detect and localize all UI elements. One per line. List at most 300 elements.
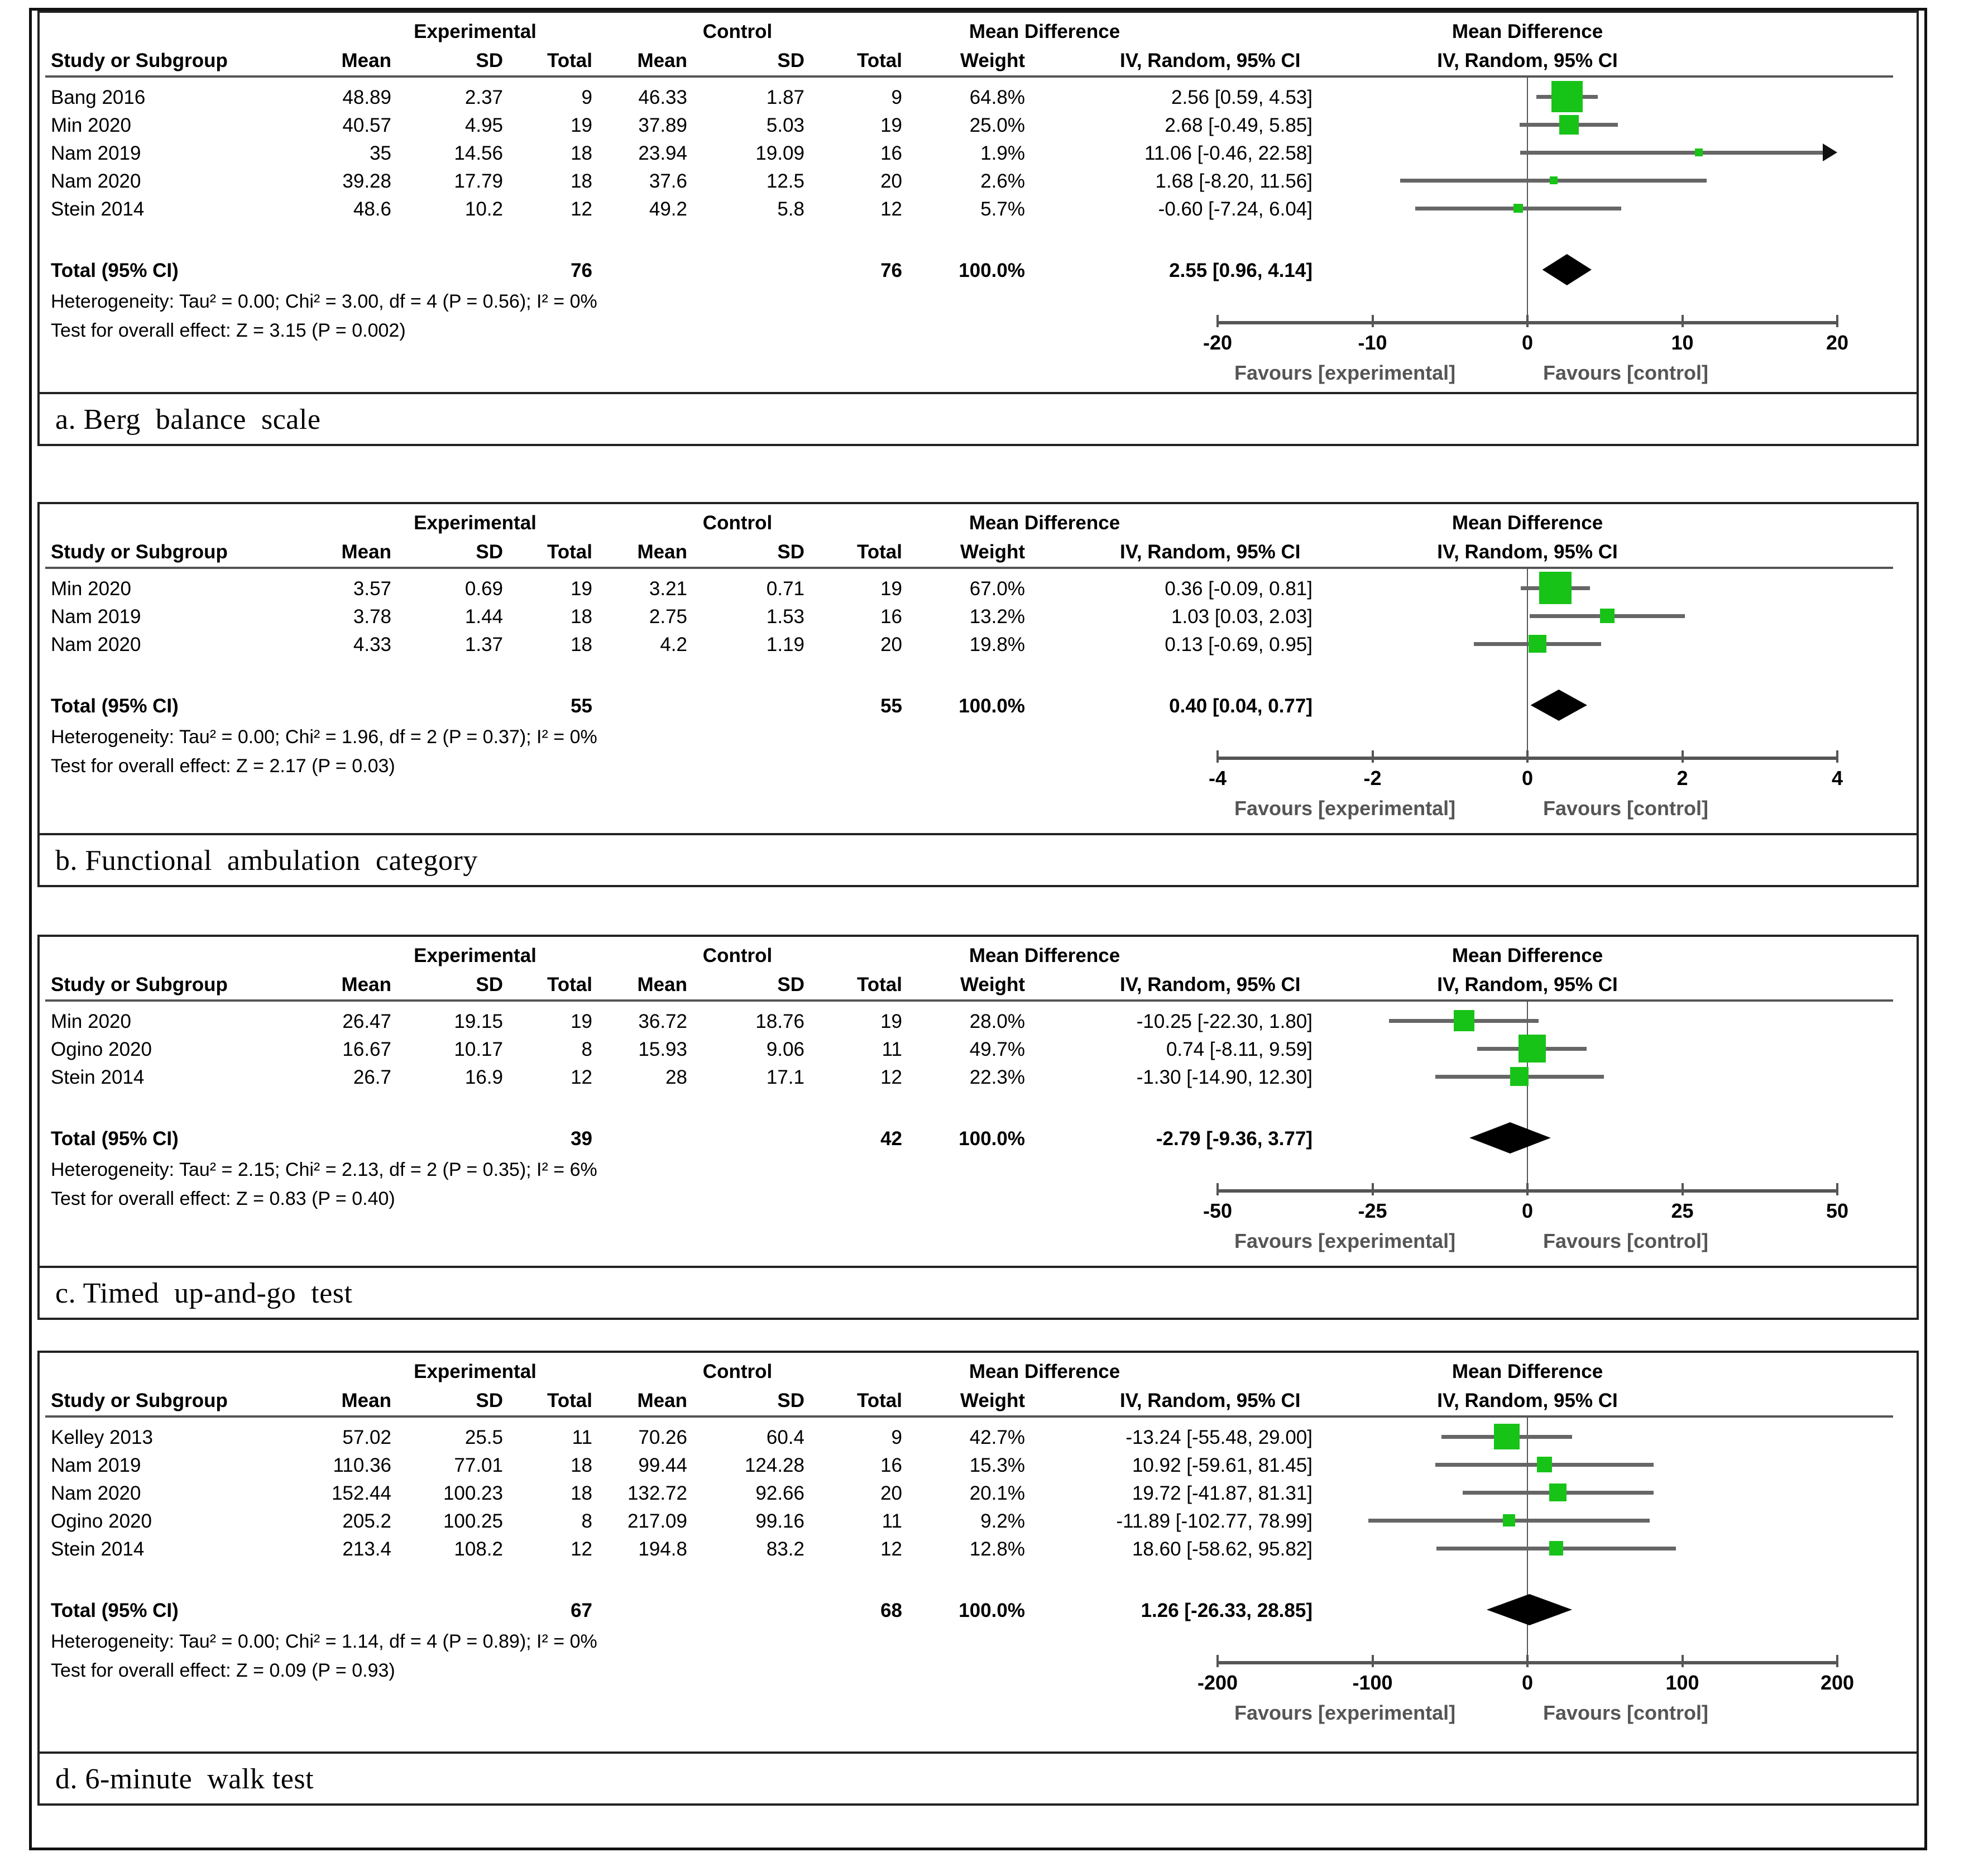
study-weight-box: [1539, 572, 1571, 604]
study-weight-box: [1549, 1483, 1567, 1501]
cell-ctl-total: 16: [880, 1454, 902, 1476]
x-axis-tick-label: 0: [1521, 1671, 1534, 1694]
x-axis-tick-label: 0: [1521, 767, 1534, 789]
total-exp: 55: [571, 695, 592, 717]
x-axis-tick: [1526, 315, 1529, 327]
header-rule: [45, 999, 1893, 1002]
x-axis-tick: [1836, 1655, 1838, 1667]
x-axis-tick: [1682, 750, 1684, 763]
cell-exp-mean: 205.2: [342, 1510, 391, 1532]
cell-exp-mean: 26.47: [342, 1011, 391, 1032]
cell-study: Bang 2016: [51, 87, 146, 108]
study-weight-box: [1510, 1067, 1529, 1085]
cell-ci: 19.72 [-41.87, 81.31]: [1132, 1482, 1312, 1504]
cell-exp-total: 18: [571, 1482, 592, 1504]
cell-ci: 0.13 [-0.69, 0.95]: [1165, 634, 1312, 655]
confidence-interval-line: [1520, 151, 1823, 155]
total-label: Total (95% CI): [51, 260, 179, 281]
col-header-weight: Weight: [960, 1390, 1025, 1411]
cell-weight: 19.8%: [969, 634, 1025, 655]
study-weight-box: [1600, 609, 1614, 623]
study-weight-box: [1551, 81, 1583, 112]
col-header-ctl-mean: Mean: [637, 1390, 687, 1411]
cell-ctl-mean: 70.26: [638, 1427, 687, 1448]
col-header-ctl-mean: Mean: [637, 541, 687, 563]
cell-ctl-mean: 49.2: [649, 198, 687, 220]
cell-ctl-total: 20: [880, 170, 902, 192]
plot-title: Mean Difference: [1452, 1361, 1603, 1382]
cell-ctl-mean: 23.94: [638, 142, 687, 164]
cell-exp-mean: 40.57: [342, 114, 391, 136]
summary-diamond: [1487, 1594, 1572, 1625]
total-ctl: 76: [880, 260, 902, 281]
cell-exp-total: 12: [571, 1538, 592, 1560]
x-axis-tick: [1682, 1655, 1684, 1667]
header-rule: [45, 567, 1893, 569]
x-axis-tick: [1372, 315, 1374, 327]
x-axis-tick-label: -20: [1203, 331, 1233, 354]
study-weight-box: [1529, 635, 1546, 652]
x-axis-tick-label: 100: [1665, 1671, 1699, 1694]
cell-study: Nam 2020: [51, 634, 141, 655]
summary-diamond: [1469, 1122, 1551, 1154]
x-axis-tick-label: -200: [1197, 1671, 1238, 1694]
cell-weight: 2.6%: [980, 170, 1025, 192]
x-axis-tick: [1836, 750, 1838, 763]
forest-panel-a: [37, 11, 1919, 446]
cell-exp-total: 12: [571, 1066, 592, 1088]
overall-effect-text: Test for overall effect: Z = 0.83 (P = 0.40): [51, 1188, 395, 1209]
x-axis-tick-label: 50: [1826, 1199, 1849, 1222]
cell-weight: 9.2%: [980, 1510, 1025, 1532]
cell-ctl-mean: 37.6: [649, 170, 687, 192]
cell-ctl-mean: 132.72: [627, 1482, 687, 1504]
cell-weight: 67.0%: [969, 578, 1025, 600]
cell-ctl-sd: 124.28: [744, 1454, 804, 1476]
cell-study: Nam 2020: [51, 1482, 141, 1504]
x-axis-tick: [1682, 1183, 1684, 1195]
study-weight-box: [1695, 149, 1703, 156]
cell-ci: 18.60 [-58.62, 95.82]: [1132, 1538, 1312, 1560]
cell-ctl-sd: 5.03: [766, 114, 804, 136]
x-axis-tick-label: 200: [1820, 1671, 1855, 1694]
cell-exp-mean: 152.44: [331, 1482, 391, 1504]
col-header-exp-sd: SD: [476, 974, 503, 996]
group-header-mean-difference: Mean Difference: [969, 21, 1120, 42]
plot-subtitle: IV, Random, 95% CI: [1437, 541, 1618, 563]
cell-ctl-total: 20: [880, 634, 902, 655]
cell-exp-total: 18: [571, 1454, 592, 1476]
x-axis-tick-label: 2: [1676, 767, 1688, 789]
total-ci: 1.26 [-26.33, 28.85]: [1141, 1600, 1312, 1621]
favours-experimental-label: Favours [experimental]: [1234, 797, 1456, 820]
cell-exp-sd: 100.25: [443, 1510, 503, 1532]
total-label: Total (95% CI): [51, 695, 179, 717]
cell-ctl-sd: 12.5: [766, 170, 804, 192]
cell-ci: -0.60 [-7.24, 6.04]: [1158, 198, 1312, 220]
cell-exp-sd: 10.17: [454, 1038, 503, 1060]
cell-exp-total: 19: [571, 1011, 592, 1032]
col-header-exp-total: Total: [547, 50, 592, 71]
cell-study: Nam 2019: [51, 1454, 141, 1476]
cell-exp-mean: 213.4: [342, 1538, 391, 1560]
cell-study: Ogino 2020: [51, 1510, 152, 1532]
cell-ctl-mean: 2.75: [649, 606, 687, 628]
cell-exp-sd: 77.01: [454, 1454, 503, 1476]
cell-ci: 0.74 [-8.11, 9.59]: [1166, 1038, 1312, 1060]
cell-weight: 15.3%: [969, 1454, 1025, 1476]
cell-exp-sd: 1.44: [464, 606, 503, 628]
cell-ctl-mean: 15.93: [638, 1038, 687, 1060]
col-header-exp-total: Total: [547, 974, 592, 996]
plot-title: Mean Difference: [1452, 945, 1603, 966]
cell-weight: 64.8%: [969, 87, 1025, 108]
cell-weight: 25.0%: [969, 114, 1025, 136]
overall-effect-text: Test for overall effect: Z = 3.15 (P = 0.002): [51, 320, 406, 341]
cell-weight: 28.0%: [969, 1011, 1025, 1032]
group-header-control: Control: [702, 1361, 773, 1382]
cell-ctl-sd: 19.09: [755, 142, 804, 164]
col-header-exp-sd: SD: [476, 541, 503, 563]
cell-exp-sd: 2.37: [464, 87, 503, 108]
cell-ctl-total: 9: [891, 87, 902, 108]
summary-diamond: [1531, 690, 1587, 721]
panel-content: [40, 13, 1917, 390]
x-axis-tick: [1216, 315, 1219, 327]
forest-panel-d: [37, 1351, 1919, 1806]
cell-ctl-total: 20: [880, 1482, 902, 1504]
cell-study: Stein 2014: [51, 198, 145, 220]
total-weight: 100.0%: [959, 260, 1025, 281]
x-axis-tick: [1526, 750, 1529, 763]
col-header-ctl-sd: SD: [777, 1390, 804, 1411]
cell-ci: -1.30 [-14.90, 12.30]: [1136, 1066, 1312, 1088]
cell-exp-mean: 48.6: [353, 198, 391, 220]
cell-ci: 10.92 [-59.61, 81.45]: [1132, 1454, 1312, 1476]
cell-ctl-total: 12: [880, 198, 902, 220]
cell-exp-sd: 108.2: [454, 1538, 503, 1560]
study-weight-box: [1559, 115, 1579, 135]
cell-exp-total: 8: [581, 1038, 592, 1060]
total-ci: 2.55 [0.96, 4.14]: [1169, 260, 1312, 281]
cell-weight: 49.7%: [969, 1038, 1025, 1060]
heterogeneity-text: Heterogeneity: Tau² = 0.00; Chi² = 1.14, df = 4 (P = 0.89); I² = 0%: [51, 1631, 597, 1652]
cell-ctl-sd: 0.71: [766, 578, 804, 600]
plot-subtitle: IV, Random, 95% CI: [1437, 974, 1618, 996]
null-effect-line: [1527, 567, 1528, 757]
total-label: Total (95% CI): [51, 1600, 179, 1621]
col-header-weight: Weight: [960, 541, 1025, 563]
study-weight-box: [1518, 1035, 1546, 1062]
col-header-study: Study or Subgroup: [51, 50, 228, 71]
cell-exp-total: 18: [571, 606, 592, 628]
plot-title: Mean Difference: [1452, 21, 1603, 42]
cell-exp-sd: 14.56: [454, 142, 503, 164]
study-weight-box: [1503, 1514, 1515, 1526]
col-header-ctl-sd: SD: [777, 541, 804, 563]
study-weight-box: [1454, 1010, 1474, 1031]
x-axis-tick-label: 0: [1521, 1199, 1534, 1222]
x-axis-tick-label: 0: [1521, 331, 1534, 354]
panel-caption: b. Functional ambulation category: [40, 833, 1917, 885]
cell-ci: 0.36 [-0.09, 0.81]: [1165, 578, 1312, 600]
total-ci: -2.79 [-9.36, 3.77]: [1156, 1128, 1312, 1150]
cell-exp-sd: 19.15: [454, 1011, 503, 1032]
cell-exp-sd: 10.2: [464, 198, 503, 220]
group-header-control: Control: [702, 945, 773, 966]
favours-control-label: Favours [control]: [1543, 1229, 1709, 1252]
total-label: Total (95% CI): [51, 1128, 179, 1150]
col-header-study: Study or Subgroup: [51, 974, 228, 996]
favours-experimental-label: Favours [experimental]: [1234, 1229, 1456, 1252]
cell-ctl-sd: 1.53: [766, 606, 804, 628]
x-axis-tick-label: -50: [1203, 1199, 1233, 1222]
cell-exp-mean: 3.57: [353, 578, 391, 600]
panel-content: [40, 1353, 1917, 1748]
col-header-exp-sd: SD: [476, 1390, 503, 1411]
heterogeneity-text: Heterogeneity: Tau² = 0.00; Chi² = 1.96, df = 2 (P = 0.37); I² = 0%: [51, 726, 597, 748]
cell-ctl-sd: 60.4: [766, 1427, 804, 1448]
total-weight: 100.0%: [959, 1128, 1025, 1150]
x-axis-tick: [1216, 1183, 1219, 1195]
col-header-exp-mean: Mean: [341, 1390, 391, 1411]
total-ci: 0.40 [0.04, 0.77]: [1169, 695, 1312, 717]
null-effect-line: [1527, 75, 1528, 321]
col-header-ctl-total: Total: [856, 541, 902, 563]
cell-ctl-sd: 92.66: [755, 1482, 804, 1504]
cell-ci: 2.56 [0.59, 4.53]: [1171, 87, 1312, 108]
x-axis-tick-label: 25: [1671, 1199, 1694, 1222]
cell-ctl-sd: 5.8: [777, 198, 804, 220]
cell-ctl-total: 12: [880, 1066, 902, 1088]
cell-ctl-mean: 46.33: [638, 87, 687, 108]
x-axis-tick: [1836, 315, 1838, 327]
study-weight-box: [1537, 1457, 1552, 1472]
cell-ctl-total: 19: [880, 578, 902, 600]
cell-ctl-mean: 4.2: [660, 634, 687, 655]
x-axis-tick: [1216, 1655, 1219, 1667]
cell-weight: 5.7%: [980, 198, 1025, 220]
cell-exp-sd: 4.95: [464, 114, 503, 136]
cell-weight: 20.1%: [969, 1482, 1025, 1504]
col-header-study: Study or Subgroup: [51, 1390, 228, 1411]
cell-exp-mean: 57.02: [342, 1427, 391, 1448]
cell-study: Min 2020: [51, 1011, 131, 1032]
x-axis-tick-label: -10: [1358, 331, 1387, 354]
cell-weight: 1.9%: [980, 142, 1025, 164]
col-header-study: Study or Subgroup: [51, 541, 228, 563]
cell-study: Nam 2019: [51, 142, 141, 164]
x-axis-tick-label: -100: [1352, 1671, 1393, 1694]
cell-study: Nam 2019: [51, 606, 141, 628]
cell-ctl-sd: 9.06: [766, 1038, 804, 1060]
cell-study: Min 2020: [51, 578, 131, 600]
overall-effect-text: Test for overall effect: Z = 0.09 (P = 0.93): [51, 1660, 395, 1681]
group-header-control: Control: [702, 21, 773, 42]
cell-exp-total: 19: [571, 114, 592, 136]
ci-arrow-icon: [1823, 143, 1837, 161]
panel-content: [40, 937, 1917, 1269]
cell-ctl-total: 16: [880, 142, 902, 164]
total-exp: 39: [571, 1128, 592, 1150]
col-header-ctl-mean: Mean: [637, 50, 687, 71]
cell-exp-sd: 25.5: [464, 1427, 503, 1448]
group-header-experimental: Experimental: [414, 945, 536, 966]
col-header-model: IV, Random, 95% CI: [1120, 974, 1301, 996]
cell-ctl-sd: 17.1: [766, 1066, 804, 1088]
cell-study: Kelley 2013: [51, 1427, 153, 1448]
overall-effect-text: Test for overall effect: Z = 2.17 (P = 0.03): [51, 755, 395, 777]
cell-exp-total: 18: [571, 170, 592, 192]
x-axis-tick-label: 20: [1826, 331, 1849, 354]
cell-ci: -13.24 [-55.48, 29.00]: [1125, 1427, 1312, 1448]
header-rule: [45, 75, 1893, 78]
cell-ctl-total: 16: [880, 606, 902, 628]
cell-ctl-total: 11: [882, 1038, 902, 1060]
cell-exp-mean: 3.78: [353, 606, 391, 628]
cell-ci: -10.25 [-22.30, 1.80]: [1136, 1011, 1312, 1032]
study-weight-box: [1550, 176, 1558, 184]
cell-exp-sd: 100.23: [443, 1482, 503, 1504]
x-axis-tick-label: -4: [1208, 767, 1227, 789]
cell-weight: 12.8%: [969, 1538, 1025, 1560]
col-header-model: IV, Random, 95% CI: [1120, 1390, 1301, 1411]
cell-exp-mean: 39.28: [342, 170, 391, 192]
col-header-ctl-mean: Mean: [637, 974, 687, 996]
cell-exp-total: 12: [571, 198, 592, 220]
total-exp: 67: [571, 1600, 592, 1621]
group-header-mean-difference: Mean Difference: [969, 945, 1120, 966]
x-axis-tick: [1836, 1183, 1838, 1195]
cell-ctl-sd: 1.19: [766, 634, 804, 655]
cell-ctl-mean: 194.8: [638, 1538, 687, 1560]
cell-exp-mean: 26.7: [353, 1066, 391, 1088]
group-header-experimental: Experimental: [414, 1361, 536, 1382]
x-axis-tick: [1682, 315, 1684, 327]
cell-ctl-sd: 1.87: [766, 87, 804, 108]
group-header-experimental: Experimental: [414, 512, 536, 534]
group-header-mean-difference: Mean Difference: [969, 1361, 1120, 1382]
panel-caption: a. Berg balance scale: [40, 392, 1917, 444]
panel-caption: c. Timed up-and-go test: [40, 1266, 1917, 1318]
x-axis-tick-label: -25: [1358, 1199, 1387, 1222]
cell-ctl-total: 12: [880, 1538, 902, 1560]
col-header-ctl-sd: SD: [777, 974, 804, 996]
cell-exp-sd: 16.9: [464, 1066, 503, 1088]
x-axis-tick: [1216, 750, 1219, 763]
cell-ctl-total: 11: [882, 1510, 902, 1532]
col-header-ctl-total: Total: [856, 974, 902, 996]
figure-frame: [29, 8, 1927, 1850]
favours-experimental-label: Favours [experimental]: [1234, 361, 1456, 384]
cell-ctl-mean: 3.21: [649, 578, 687, 600]
col-header-exp-mean: Mean: [341, 974, 391, 996]
x-axis-tick-label: -2: [1363, 767, 1382, 789]
plot-subtitle: IV, Random, 95% CI: [1437, 50, 1618, 71]
cell-exp-mean: 48.89: [342, 87, 391, 108]
cell-weight: 42.7%: [969, 1427, 1025, 1448]
cell-exp-mean: 16.67: [342, 1038, 391, 1060]
col-header-exp-total: Total: [547, 1390, 592, 1411]
x-axis-tick: [1372, 750, 1374, 763]
col-header-model: IV, Random, 95% CI: [1120, 541, 1301, 563]
cell-study: Stein 2014: [51, 1538, 145, 1560]
cell-ctl-sd: 83.2: [766, 1538, 804, 1560]
col-header-weight: Weight: [960, 974, 1025, 996]
cell-ctl-mean: 99.44: [638, 1454, 687, 1476]
col-header-exp-mean: Mean: [341, 50, 391, 71]
x-axis-tick-label: 4: [1831, 767, 1843, 789]
study-weight-box: [1494, 1424, 1520, 1449]
col-header-ctl-total: Total: [856, 50, 902, 71]
cell-ctl-total: 19: [880, 114, 902, 136]
cell-ci: 1.03 [0.03, 2.03]: [1171, 606, 1312, 628]
cell-exp-mean: 35: [370, 142, 391, 164]
cell-study: Stein 2014: [51, 1066, 145, 1088]
col-header-exp-total: Total: [547, 541, 592, 563]
col-header-ctl-sd: SD: [777, 50, 804, 71]
total-weight: 100.0%: [959, 695, 1025, 717]
cell-ctl-total: 19: [880, 1011, 902, 1032]
header-rule: [45, 1415, 1893, 1418]
forest-panel-b: [37, 502, 1919, 887]
cell-exp-sd: 17.79: [454, 170, 503, 192]
cell-study: Ogino 2020: [51, 1038, 152, 1060]
heterogeneity-text: Heterogeneity: Tau² = 2.15; Chi² = 2.13, df = 2 (P = 0.35); I² = 6%: [51, 1159, 597, 1180]
favours-control-label: Favours [control]: [1543, 797, 1709, 820]
study-weight-box: [1513, 204, 1523, 213]
x-axis-tick: [1372, 1655, 1374, 1667]
group-header-mean-difference: Mean Difference: [969, 512, 1120, 534]
panel-content: [40, 504, 1917, 836]
cell-exp-total: 18: [571, 142, 592, 164]
x-axis-tick-label: 10: [1671, 331, 1694, 354]
total-exp: 76: [571, 260, 592, 281]
plot-title: Mean Difference: [1452, 512, 1603, 534]
col-header-exp-mean: Mean: [341, 541, 391, 563]
cell-exp-total: 19: [571, 578, 592, 600]
cell-ci: 2.68 [-0.49, 5.85]: [1165, 114, 1312, 136]
total-ctl: 68: [880, 1600, 902, 1621]
col-header-exp-sd: SD: [476, 50, 503, 71]
total-ctl: 42: [880, 1128, 902, 1150]
null-effect-line: [1527, 999, 1528, 1189]
cell-exp-sd: 1.37: [464, 634, 503, 655]
cell-ci: -11.89 [-102.77, 78.99]: [1116, 1510, 1312, 1532]
summary-diamond: [1543, 254, 1592, 285]
plot-subtitle: IV, Random, 95% CI: [1437, 1390, 1618, 1411]
group-header-control: Control: [702, 512, 773, 534]
total-ctl: 55: [880, 695, 902, 717]
cell-exp-mean: 4.33: [353, 634, 391, 655]
col-header-weight: Weight: [960, 50, 1025, 71]
cell-ctl-mean: 217.09: [627, 1510, 687, 1532]
favours-control-label: Favours [control]: [1543, 1701, 1709, 1724]
cell-exp-mean: 110.36: [333, 1454, 391, 1476]
panel-caption: d. 6-minute walk test: [40, 1751, 1917, 1803]
cell-ctl-mean: 36.72: [638, 1011, 687, 1032]
study-weight-box: [1549, 1541, 1563, 1555]
total-weight: 100.0%: [959, 1600, 1025, 1621]
x-axis-tick: [1526, 1655, 1529, 1667]
cell-ctl-mean: 37.89: [638, 114, 687, 136]
cell-weight: 22.3%: [969, 1066, 1025, 1088]
cell-ci: 1.68 [-8.20, 11.56]: [1155, 170, 1312, 192]
cell-weight: 13.2%: [969, 606, 1025, 628]
forest-panel-c: [37, 935, 1919, 1320]
cell-exp-total: 11: [572, 1427, 592, 1448]
cell-exp-sd: 0.69: [464, 578, 503, 600]
